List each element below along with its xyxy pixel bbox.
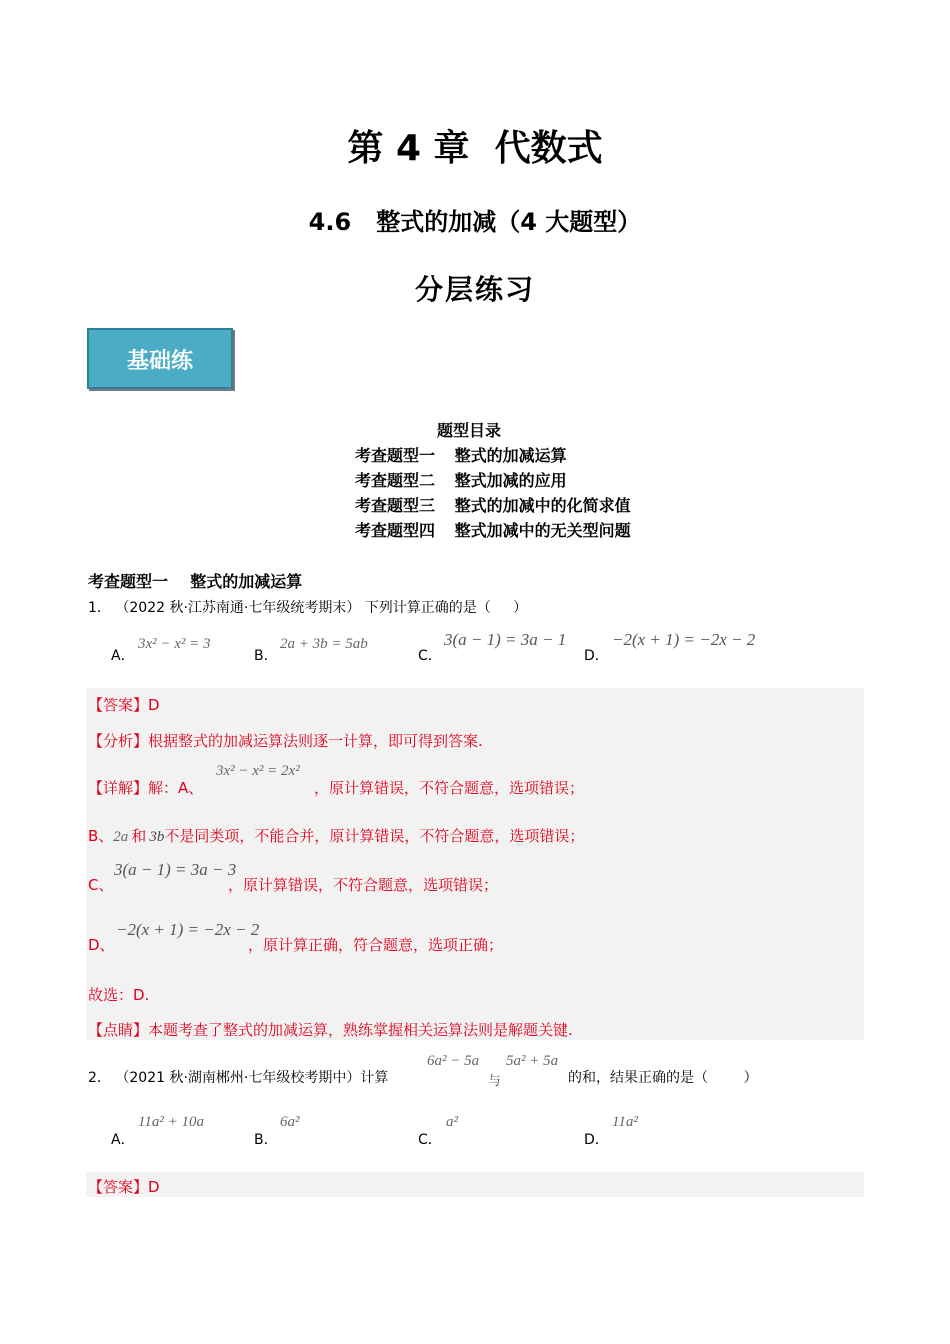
comment-text: 本题考查了整式的加减运算，熟练掌握相关运算法则是解题关键. <box>148 1021 573 1039</box>
analysis-tag: 【分析】 <box>88 732 149 750</box>
option-a[interactable] <box>111 1129 135 1149</box>
option-d-expr: −2(x + 1) = −2x − 2 <box>612 630 756 649</box>
detail-line-b <box>88 825 584 846</box>
option-a-expr: 11a² + 10a <box>138 1114 205 1130</box>
comment-line <box>88 1019 573 1040</box>
answer-text: D <box>148 696 160 714</box>
section-heading: 考查题型一 整式的加减运算 <box>88 572 303 591</box>
question-text: 下列计算正确的是（ ） <box>364 600 528 616</box>
toc-item-title: 整式的加减中的化简求值 <box>454 496 631 515</box>
option-label: C． <box>418 1132 442 1148</box>
question-1-stem <box>88 597 527 617</box>
detail-b-term1: 2a <box>113 829 129 845</box>
question-source: （2021 秋·湖南郴州·七年级校考期中） <box>115 1070 361 1086</box>
answer-line <box>88 1176 160 1197</box>
toc-item-type: 考查题型一 <box>355 446 436 465</box>
toc-item[interactable] <box>355 493 631 516</box>
question-2-expr2: 5a² + 5a <box>506 1053 559 1069</box>
option-a-expr: 3x² − x² = 3 <box>138 636 211 652</box>
toc-item-title: 整式加减的应用 <box>454 471 567 490</box>
toc-item-title: 整式的加减运算 <box>454 446 567 465</box>
toc-heading: 题型目录 <box>437 421 502 440</box>
detail-intro: 解：A、 <box>148 779 204 797</box>
option-label: A． <box>111 648 135 664</box>
option-c-expr: 3(a − 1) = 3a − 1 <box>444 630 567 649</box>
question-text-pre: 计算 <box>360 1070 389 1086</box>
toc-item-type: 考查题型二 <box>355 471 436 490</box>
subtitle: 分层练习 <box>414 273 535 306</box>
option-c[interactable] <box>418 645 442 665</box>
option-label: C． <box>418 648 442 664</box>
section-title: 4.6 整式的加减（4 大题型） <box>308 208 642 236</box>
toc-item[interactable] <box>355 518 631 541</box>
answer-tag: 【答案】 <box>88 1178 149 1196</box>
toc-item-type: 考查题型三 <box>355 496 436 515</box>
option-label: B． <box>254 648 278 664</box>
level-badge <box>87 328 233 389</box>
question-source: （2022 秋·江苏南通·七年级统考期末） <box>115 600 361 616</box>
option-b[interactable] <box>254 1129 278 1149</box>
detail-c-text: ，原计算错误，不符合题意，选项错误； <box>228 876 499 894</box>
detail-c-prefix: C、 <box>88 876 114 894</box>
option-d[interactable] <box>584 1129 609 1149</box>
answer-tag: 【答案】 <box>88 696 149 714</box>
option-label: D． <box>584 648 609 664</box>
option-label: B． <box>254 1132 278 1148</box>
analysis-line <box>88 730 483 751</box>
question-number: 1． <box>88 600 111 616</box>
answer-text: D <box>148 1178 160 1196</box>
question-2-stem <box>88 1067 388 1087</box>
toc-item[interactable] <box>355 443 567 466</box>
detail-d-text: ，原计算正确，符合题意，选项正确； <box>248 936 504 954</box>
option-label: A． <box>111 1132 135 1148</box>
option-c-expr: a² <box>446 1114 458 1130</box>
question-2-text-post: 的和，结果正确的是（ ） <box>568 1070 758 1086</box>
detail-b-term2: 3b <box>149 829 165 845</box>
detail-d-prefix: D、 <box>88 936 115 954</box>
detail-d-expr: −2(x + 1) = −2x − 2 <box>116 920 260 939</box>
detail-choice: 故选：D. <box>88 986 150 1004</box>
level-badge-label: 基础练 <box>126 348 193 374</box>
option-label: D． <box>584 1132 609 1148</box>
option-d[interactable] <box>584 645 609 665</box>
toc-item-type: 考查题型四 <box>355 521 436 540</box>
detail-c-expr: 3(a − 1) = 3a − 3 <box>114 860 237 879</box>
answer-line <box>88 694 160 715</box>
detail-b-and: 和 <box>131 827 147 845</box>
option-a[interactable] <box>111 645 135 665</box>
chapter-title: 第 4 章 代数式 <box>347 128 603 169</box>
detail-b-prefix: B、 <box>88 827 114 845</box>
toc-item[interactable] <box>355 468 567 491</box>
toc-item-title: 整式加减中的无关型问题 <box>454 521 631 540</box>
analysis-text: 根据整式的加减运算法则逐一计算，即可得到答案. <box>148 732 483 750</box>
option-d-expr: 11a² <box>612 1114 638 1130</box>
detail-a-expr: 3x² − x² = 2x² <box>216 763 300 779</box>
question-2-expr1: 6a² − 5a <box>427 1053 480 1069</box>
detail-b-text: 不是同类项，不能合并，原计算错误，不符合题意，选项错误； <box>164 827 585 845</box>
question-number: 2． <box>88 1070 111 1086</box>
option-b[interactable] <box>254 645 278 665</box>
option-b-expr: 2a + 3b = 5ab <box>280 636 368 652</box>
detail-tag: 【详解】 <box>88 779 149 797</box>
detail-line-a <box>88 777 203 798</box>
detail-a-text: ，原计算错误，不符合题意，选项错误； <box>314 779 585 797</box>
option-c[interactable] <box>418 1129 442 1149</box>
option-b-expr: 6a² <box>280 1114 300 1130</box>
answer-box <box>86 1172 864 1197</box>
comment-tag: 【点睛】 <box>88 1021 149 1039</box>
question-2-connector: 与 <box>488 1074 502 1089</box>
